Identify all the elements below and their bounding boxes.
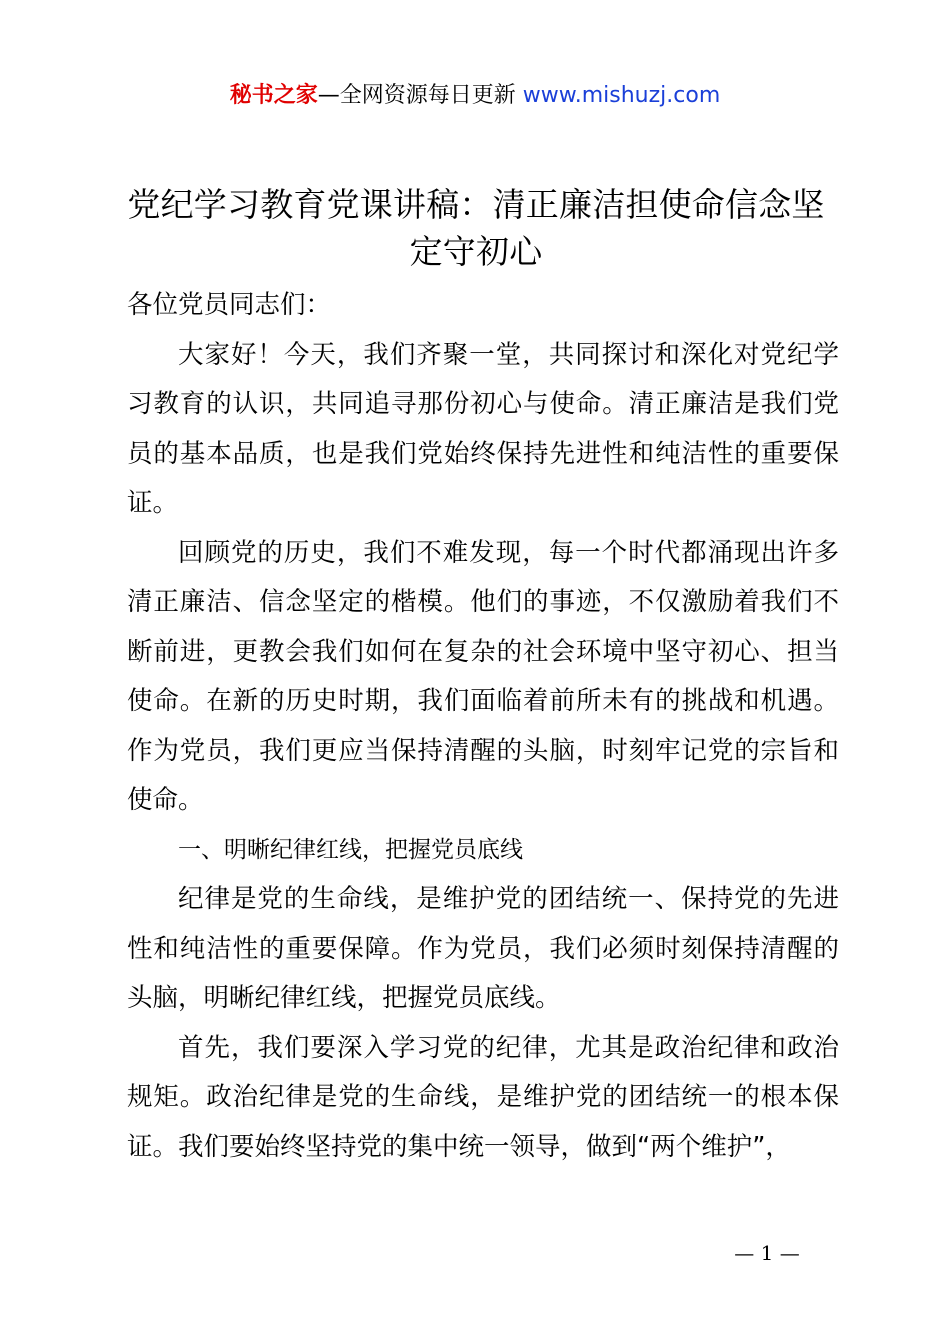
paragraph: 首先，我们要深入学习党的纪律，尤其是政治纪律和政治规矩。政治纪律是党的生命线，是维护党的团结统一的根本保证。我们要始终坚持党的集中统一领导，做到“两个维护”， <box>127 1032 839 1162</box>
paragraph: 回顾党的历史，我们不难发现，每一个时代都涌现出许多清正廉洁、信念坚定的楷模。他们的事迹，不仅激励着我们不断前进，更教会我们如何在复杂的社会环境中坚守初心、担当使命。在新的历史时期，我们面临着前所未有的挑战和机遇。作为党员，我们更应当保持清醒的头脑，时刻牢记党的宗旨和使命。 <box>127 537 839 815</box>
banner-slogan: 全网资源每日更新 <box>339 83 523 108</box>
banner-brand: 秘书之家 <box>229 83 318 108</box>
salutation: 各位党员同志们： <box>127 290 332 320</box>
document-body <box>127 281 839 1172</box>
banner-url-link[interactable]: www.mishuzj.com <box>522 83 721 108</box>
section-heading: 一、明晰纪律红线，把握党员底线 <box>178 836 523 863</box>
page-number: — 1 — <box>734 1241 800 1265</box>
banner-separator: — <box>317 83 340 108</box>
paragraph: 大家好！今天，我们齐聚一堂，共同探讨和深化对党纪学习教育的认识，共同追寻那份初心与使命。清正廉洁是我们党员的基本品质，也是我们党始终保持先进性和纯洁性的重要保证。 <box>127 339 839 518</box>
document-title: 党纪学习教育党课讲稿：清正廉洁担使命信念坚定守初心 <box>127 185 825 271</box>
site-banner <box>0 80 950 112</box>
paragraph: 纪律是党的生命线，是维护党的团结统一、保持党的先进性和纯洁性的重要保障。作为党员，我们必须时刻保持清醒的头脑，明晰纪律红线，把握党员底线。 <box>127 884 839 1013</box>
